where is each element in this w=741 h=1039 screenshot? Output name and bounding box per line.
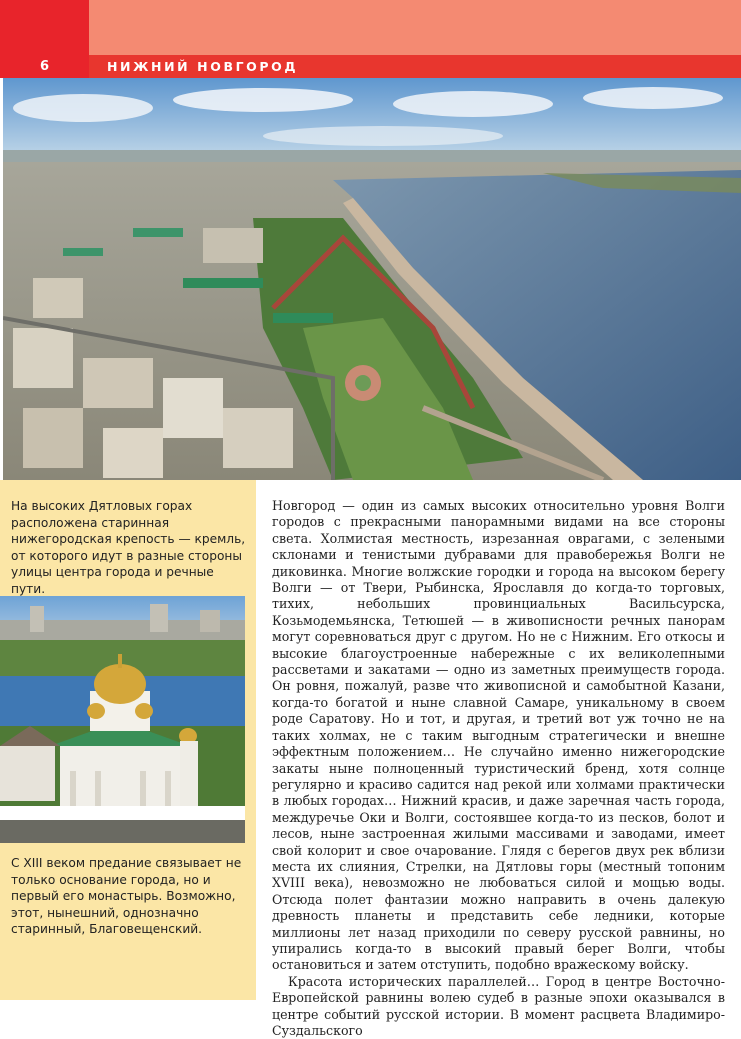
article-paragraph: Красота исторических параллелей… Город в центре Восточно-Европейской равнины волею судеб в разные эпохи оказывался в центре событий русской истории. В момент расцвета Владимиро-Суздальского xyxy=(272,973,725,1038)
section-title: НИЖНИЙ НОВГОРОД xyxy=(107,59,299,74)
page-number: 6 xyxy=(39,59,50,74)
annunciation-monastery-photo xyxy=(0,596,245,843)
photo-caption-monastery: С XIII веком предание связывает не только основание города, но и первый его монастырь. Возможно, этот, нынешний, однозначно старинный, Благовещенский. xyxy=(11,856,242,937)
photo-caption-kremlin: На высоких Дятловых горах расположена старинная нижегородская крепость — кремль, от которого идут в разные стороны улицы центра города и речные пути. xyxy=(11,499,246,596)
article-paragraph: Новгород — один из самых высоких относительно уровня Волги городов с прекрасными панорамными видами на все стороны света. Холмистая местность, изрезанная оврагами, с зелеными склонами и тенистыми дубравами для правобережья Волги не диковинка. Многие волжские городки и города на высоком берегу Волги — от Твери, Рыбинска, Ярославля до когда-то торговых, тихих, небольших провинциальных Васильсурска, Козьмодемьянска, Тетюшей — в живописности речных панорам могут соревноваться друг с другом. Но не с Нижним. Его откосы и высокие благоустроенные набережные с их великолепными рассветами и закатами — одно из заметных преимуществ города. Он ровня, пожалуй, разве что живописной и самобытной Казани, когда-то богатой и ныне славной Самаре, уникальному в своем роде Саратову. Но и тот, и другая, и третий вот уж точно не на таких холмах, не с таким выгодным стратегически и внешне эффектным положением… Не случайно именно нижегородские закаты ныне полноценный туристический бренд, хотя солнце регулярно и красиво садится над рекой или холмами практически в любых городах… Нижний красив, и даже заречная часть города, междуречье Оки и Волги, состоявшее когда-то из песков, болот и лесов, ныне застроенная жилыми массивами и заводами, имеет свой колорит и свое очарование. Глядя с берегов двух рек вблизи места их слияния, Стрелки, на Дятловы горы (местный топоним XVIII века), невозможно не любоваться силой и мощью воды. Отсюда полет фантазии можно направить в очень далекую древность планеты и представить себе ледники, которые миллионы лет назад приходили по северу русской равнины, но упирались когда-то в высокий правый берег Волги, чтобы остановиться и затем отступить, подобно вражескому войску. xyxy=(272,498,725,973)
article-body xyxy=(272,498,725,1039)
aerial-kremlin-photo xyxy=(3,78,741,480)
header-decor-bar xyxy=(89,0,741,55)
